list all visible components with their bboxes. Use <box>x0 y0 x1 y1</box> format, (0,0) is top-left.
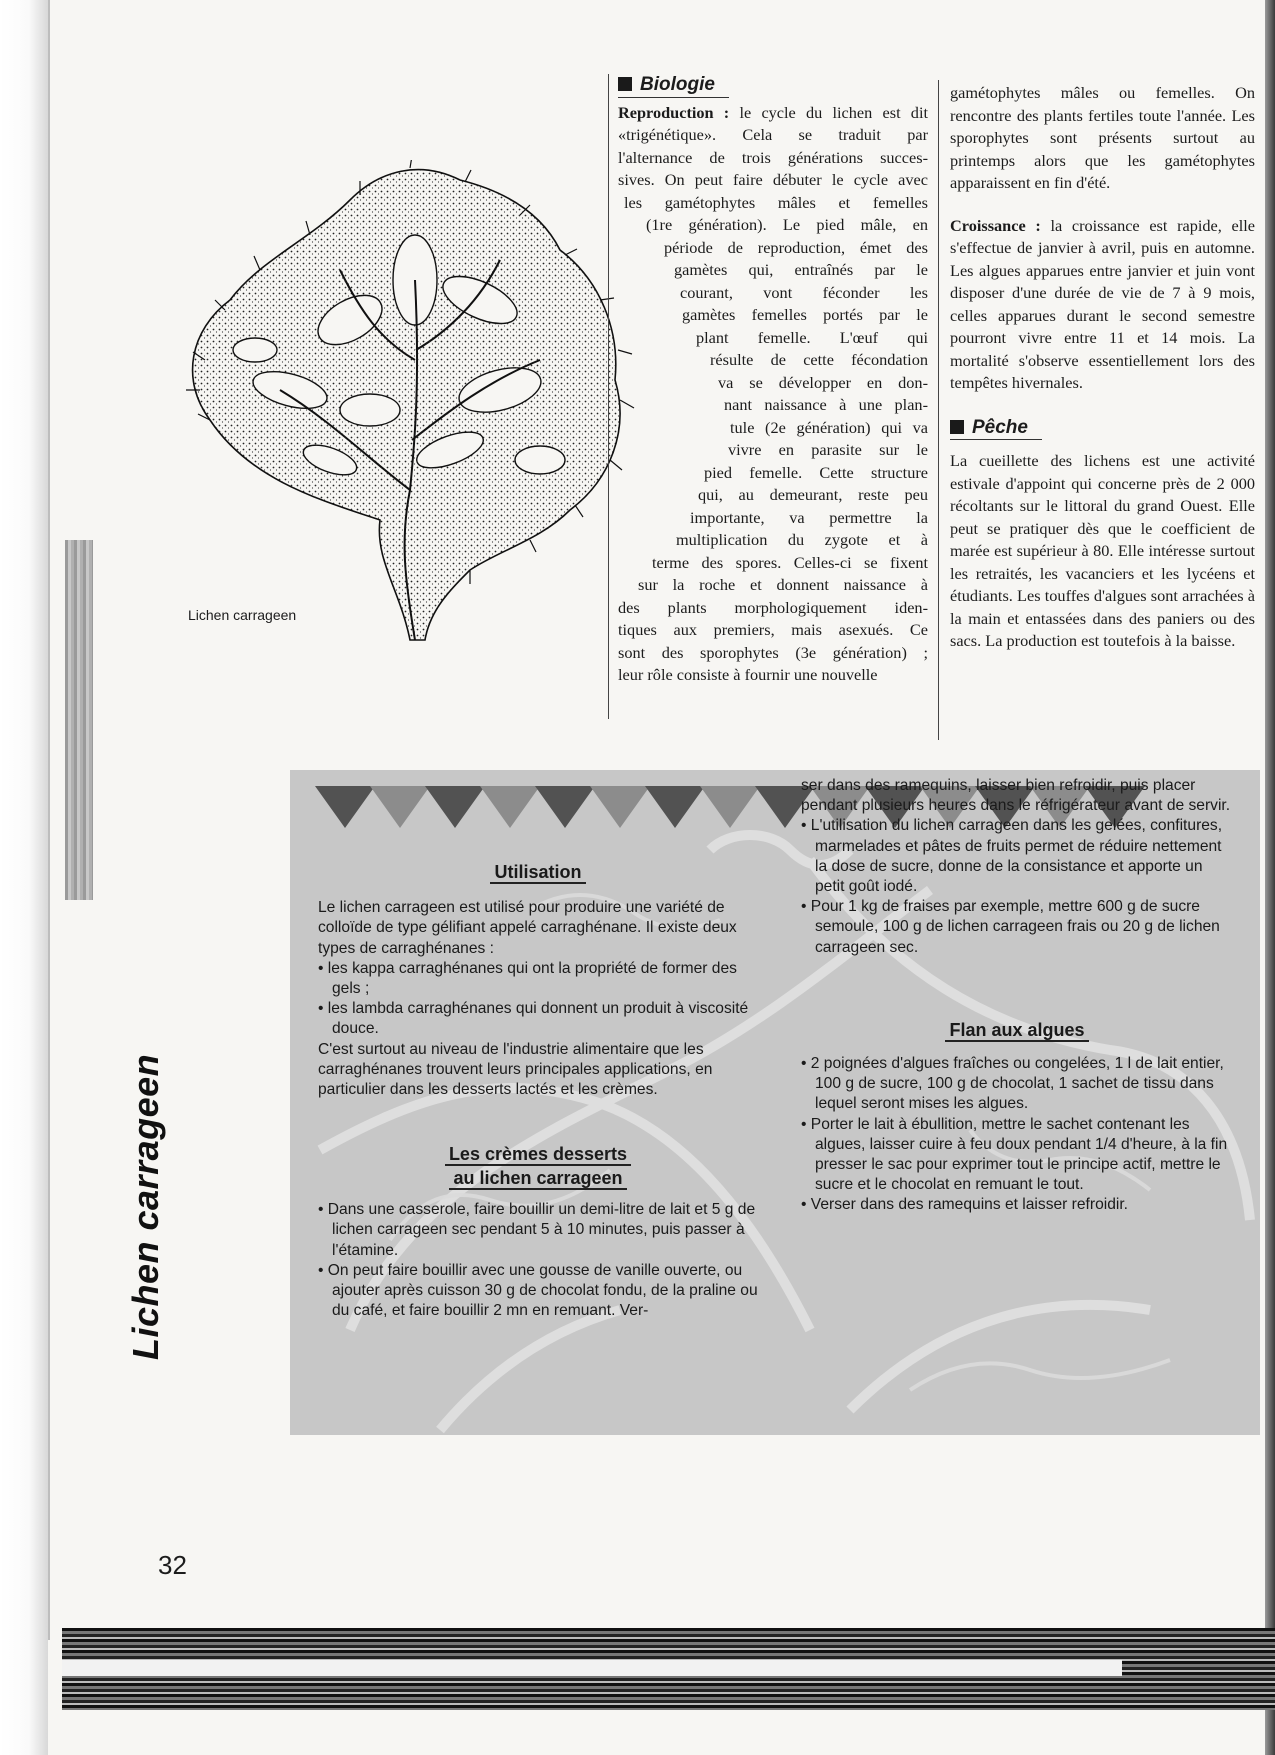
decorative-strip <box>65 540 93 900</box>
text-line: (1re génération). Le pied mâle, en <box>646 215 928 234</box>
utilisation-heading: Utilisation <box>318 862 758 882</box>
text-line: multiplication du zygote et à <box>676 530 928 549</box>
page-fold-line <box>48 0 50 1640</box>
text-line: pied femelle. Cette structure <box>704 462 928 482</box>
text-line: gamètes femelles portés par le <box>682 305 928 324</box>
text-line: va se développer en don- <box>718 372 928 392</box>
text-line: plant femelle. L'œuf qui <box>696 327 928 347</box>
box-column-right <box>801 777 1233 1302</box>
utilisation-intro: Le lichen carrageen est utilisé pour produire une variété de colloïde de type gélifiant appelé carraghénane. Il existe deux types de carraghénanes : <box>318 899 737 957</box>
text-line: l'alternance de trois générations succes- <box>618 147 928 167</box>
utilisation-box <box>290 770 1260 1435</box>
list-item: • L'utilisation du lichen carrageen dans les gelées, confitures, marmelades et pâtes de fruits permet de réduire nettement la dose de sucre, donne de la consistance et apporte un petit goût iodé. <box>801 816 1233 897</box>
illustration-caption: Lichen carrageen <box>188 607 297 623</box>
list-item: • Porter le lait à ébullition, mettre le sachet contenant les algues, laisser cuire à feu doux pendant 1/4 d'heure, à la fin presser le sac pour exprimer tout le principe actif, mettre le sucre et le chocolat en remuant le tout. <box>801 1115 1233 1196</box>
text-line: des plants morphologiquement iden- <box>618 597 928 617</box>
text-line: nant naissance à une plan- <box>724 395 928 414</box>
cremes-continued: ser dans des ramequins, laisser bien refroidir, puis placer pendant plusieurs heures dans le réfrigérateur avant de servir. <box>801 777 1231 815</box>
text-line: tule (2e génération) qui va <box>730 417 928 437</box>
text-line: sont des sporophytes (3e génération) ; <box>618 642 928 662</box>
list-item: • Verser dans des ramequins et laisser refroidir. <box>801 1195 1233 1215</box>
text-line: résulte de cette fécondation <box>710 350 928 369</box>
text-line: courant, vont féconder les <box>680 282 928 302</box>
text-line: sur la roche et donnent naissance à <box>638 575 928 594</box>
cremes-heading: Les crèmes desserts au lichen carrageen <box>318 1142 758 1190</box>
text-line: les gamétophytes mâles et femelles <box>624 192 928 212</box>
croissance-peche-column <box>950 82 1255 653</box>
croissance-paragraph: Croissance : la croissance est rapide, elle s'effectue de janvier à avril, puis en automne. Les algues apparues entre janvier et juin vont disposer d'une durée de vie de 7 à 9 mois, celles apparues durant le second semestre pourront vivre entre 11 et 14 mois. La mortalité s'observe essentiellement lors des tempêtes hivernales. <box>950 215 1255 392</box>
text-line: leur rôle consiste à fournir une nouvelle <box>618 665 878 684</box>
box-column-left <box>318 862 758 1321</box>
text-line: qui, au demeurant, reste peu <box>698 485 928 504</box>
list-item: • les kappa carraghénanes qui ont la propriété de former des gels ; <box>318 959 758 999</box>
text-line: importante, va permettre la <box>690 507 928 527</box>
text-line: terme des spores. Celles-ci se fixent <box>652 552 928 572</box>
page-edge-right <box>1265 0 1275 1755</box>
text-line: sives. On peut faire débuter le cycle avec <box>618 170 928 189</box>
text-line: «trigénétique». Cela se traduit par <box>618 125 928 144</box>
peche-paragraph: La cueillette des lichens est une activité estivale d'appoint qui concerne près de 2 000 récoltants sur le littoral du grand Ouest. Elle peut se pratiquer dès que le coefficient de marée est supérieur à 80. Elle intéresse surtout les retraités, les vacanciers et les lycéens et étudiants. Les touffes d'algues sont arrachées à la main et entassées dans des paniers ou des sacs. La production est toutefois à la baisse. <box>950 451 1255 650</box>
peche-heading: Pêche <box>950 417 1042 441</box>
list-item: • 2 poignées d'algues fraîches ou congelées, 1 l de lait entier, 100 g de sucre, 100 g de chocolat, 1 sachet de tissu dans lequel seront mises les algues. <box>801 1054 1233 1115</box>
utilisation-outro: C'est surtout au niveau de l'industrie alimentaire que les carraghénanes trouvent leurs principales applications, en particulier dans les desserts lactés et les crèmes. <box>318 1040 713 1099</box>
list-item: • les lambda carraghénanes qui donnent un produit à viscosité douce. <box>318 999 758 1039</box>
list-item: • Pour 1 kg de fraises par exemple, mettre 600 g de sucre semoule, 100 g de lichen carrageen frais ou 20 g de lichen carrageen sec. <box>801 897 1233 958</box>
text-line: tiques aux premiers, mais asexués. Ce <box>618 620 928 639</box>
list-item: • On peut faire bouillir avec une gousse de vanille ouverte, ou ajouter après cuisson 30 g de chocolat fondu, de la praline ou du café, et faire bouillir 2 mn en remuant. Ver- <box>318 1261 758 1322</box>
biologie-column <box>618 74 928 687</box>
column-rule-1 <box>608 74 609 719</box>
bottom-scan-highlight <box>62 1660 1122 1676</box>
page-margin-left <box>0 0 48 1755</box>
text-line: vivre en parasite sur le <box>728 440 928 459</box>
list-item: • Dans une casserole, faire bouillir un demi-litre de lait et 5 g de lichen carrageen sec pendant 5 à 10 minutes, puis passer à l'étamine. <box>318 1200 758 1261</box>
side-title: Lichen carrageen <box>125 1053 166 1360</box>
text-line: période de reproduction, émet des <box>664 237 928 257</box>
lichen-illustration <box>170 160 650 660</box>
page-number: 32 <box>158 1550 187 1580</box>
square-bullet-icon <box>618 77 632 91</box>
square-bullet-icon <box>950 420 964 434</box>
reproduction-first-line: Reproduction : le cycle du lichen est dit <box>618 102 928 122</box>
flan-heading: Flan aux algues <box>801 1020 1233 1040</box>
column-rule-2 <box>938 80 939 740</box>
text-line: gamètes qui, entraînés par le <box>674 260 928 279</box>
reproduction-continued: gamétophytes mâles ou femelles. On rencontre des plants fertiles toute l'année. Les sporophytes sont présents surtout au printemps alors que les gamétophytes apparaissent en fin d'été. <box>950 83 1255 192</box>
biologie-heading: Biologie <box>618 74 729 98</box>
